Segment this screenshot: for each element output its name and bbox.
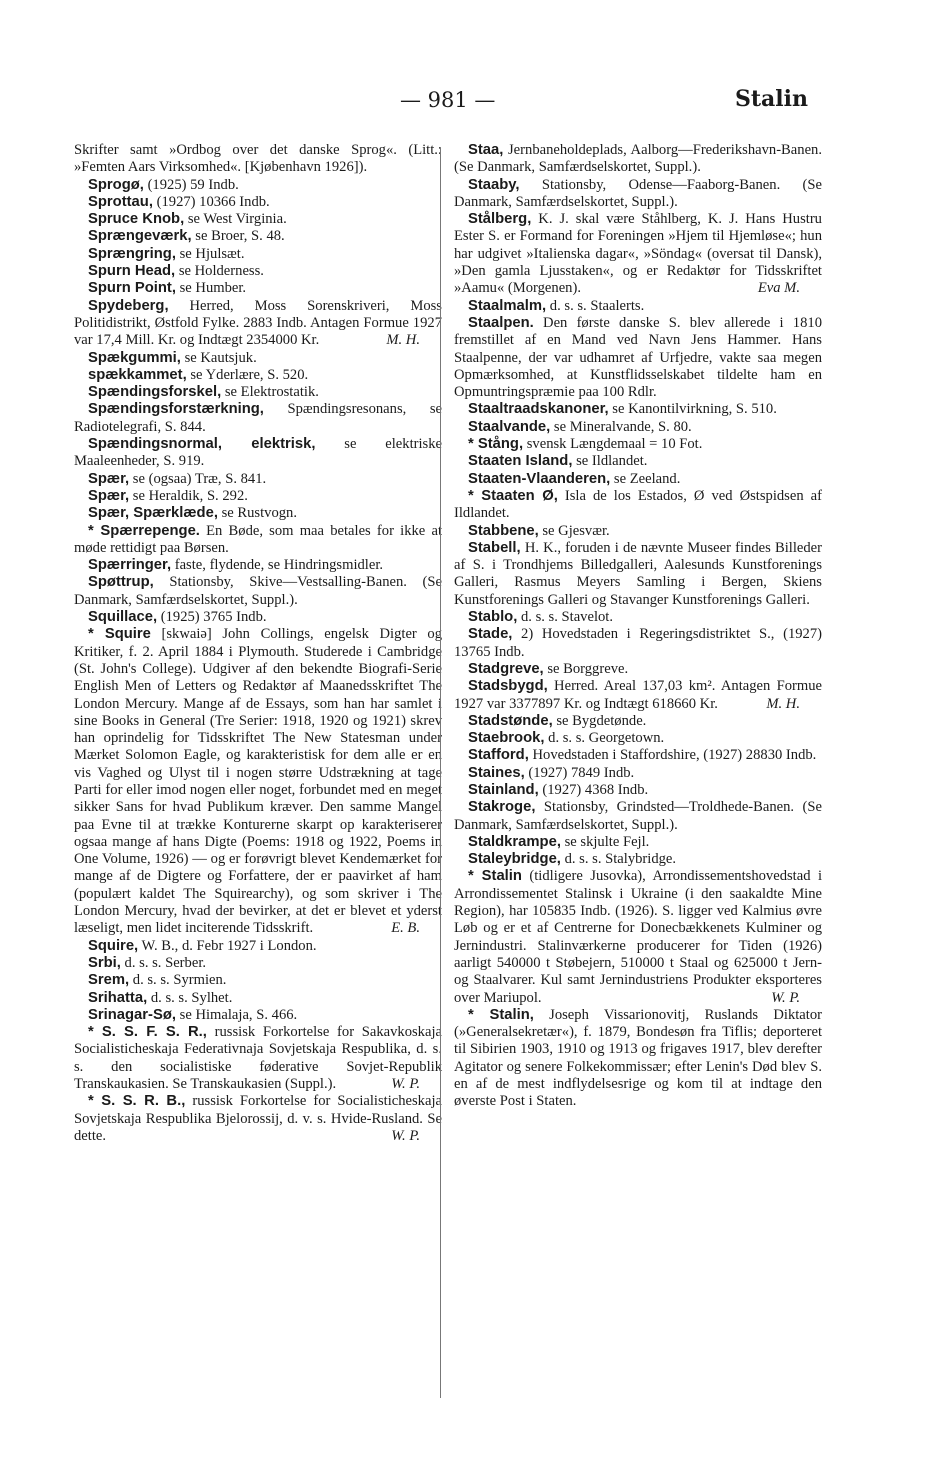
entry-text: se Zeeland. — [613, 470, 681, 487]
encyclopedia-entry — [74, 367, 442, 384]
author-signature: W. P. — [771, 989, 800, 1006]
entry-headword: * Stång, — [468, 436, 524, 453]
encyclopedia-entry — [74, 384, 442, 401]
encyclopedia-entry — [454, 730, 822, 747]
entry-headword: Stadsbygd, — [468, 678, 548, 695]
encyclopedia-entry — [74, 298, 442, 350]
entry-headword: Spændingsforstærkning, — [88, 401, 264, 418]
encyclopedia-entry — [74, 194, 442, 211]
entry-text: se Rustvogn. — [221, 505, 297, 522]
encyclopedia-entry — [454, 298, 822, 315]
entry-text: K. J. skal være Ståhlberg, K. J. Hans Hustru Ester S. er Formand for Foreningen »Hjem til Hjemløse«; hun har udgivet »Italienska dagar«, »Söndag« (oversat til Dansk), »Den gamla Ljusstaken«, og er Redaktør for Tidsskriftet »Aamu« (Morgenen). — [454, 211, 822, 297]
entry-text: se skjulte Fejl. — [564, 833, 650, 850]
encyclopedia-entry — [74, 557, 442, 574]
entry-text: russisk Forkortelse for Sakavkoskaja Socialisticheskaja Federativnaja Sovjetskaja Respublika, d. s. s. den socialistiske føderative Sovjet-Republik Transkaukasien. Se Transkaukasien (Suppl.). — [74, 1024, 442, 1093]
entry-headword: Spær, Spærklæde, — [88, 505, 218, 522]
entry-text: d. s. s. Georgetown. — [548, 730, 665, 747]
entry-headword: * S. S. F. S. R., — [88, 1024, 207, 1041]
encyclopedia-entry — [454, 315, 822, 401]
entry-text: W. B., d. Febr 1927 i London. — [141, 937, 317, 954]
encyclopedia-entry — [74, 1007, 442, 1024]
entry-text: Stationsby, Grindsted—Troldhede-Banen. (Se Danmark, Samfærdselskortet, Suppl.). — [454, 799, 822, 833]
entry-text: se Yderlære, S. 520. — [190, 366, 309, 383]
entry-headword: Staaten Island, — [468, 453, 573, 470]
entry-headword: Spændingsforskel, — [88, 384, 222, 401]
entry-text: se Himalaja, S. 466. — [179, 1006, 298, 1023]
entry-text: (1927) 4368 Indb. — [542, 781, 649, 798]
entry-text: russisk Forkortelse for Socialisticheskaja Sovjetskaja Respublika Bjelorossij, d. v. s. Hvide-Rusland. Se dette. — [74, 1093, 442, 1144]
encyclopedia-entry — [74, 1093, 442, 1145]
encyclopedia-entry — [74, 471, 442, 488]
left-column — [74, 142, 442, 1145]
entry-headword: Spækgummi, — [88, 349, 181, 366]
entry-headword: Spøttrup, — [88, 574, 154, 591]
entry-headword: Stadstønde, — [468, 712, 553, 729]
right-column — [454, 142, 822, 1111]
encyclopedia-entry — [74, 972, 442, 989]
encyclopedia-entry — [454, 609, 822, 626]
encyclopedia-entry — [74, 246, 442, 263]
entry-headword: Staalvande, — [468, 418, 551, 435]
entry-headword: Staleybridge, — [468, 851, 561, 868]
entry-text: se elektriske Maaleenheder, S. 919. — [74, 436, 442, 470]
entry-text: Stationsby, Skive—Vestsalling-Banen. (Se Danmark, Samfærdselskortet, Suppl.). — [74, 574, 443, 608]
entry-headword: spækkammet, — [88, 366, 187, 383]
encyclopedia-entry — [454, 834, 822, 851]
entry-headword: * S. S. R. B., — [88, 1093, 186, 1110]
entry-headword: Sprængeværk, — [88, 228, 192, 245]
author-signature: Eva M. — [757, 280, 800, 297]
encyclopedia-entry — [454, 782, 822, 799]
entry-headword: Staebrook, — [468, 730, 545, 747]
entry-text: faste, flydende, se Hindringsmidler. — [174, 557, 384, 574]
entry-text: Joseph Vissarionovitj, Ruslands Diktator (»Generalsekretær«), f. 1879, Bondesøn fra Tiflis; deporteret til Sibirien 1903, 1910 og 1913 og frigaves 1917, blev derefter Agitator og senere Folkekommissær; efter Lenin's Død blev S. en af de mest indflydelsesrige og kom til at indtage den øverste Post i Staten. — [454, 1006, 822, 1110]
entry-text: (1927) 7849 Indb. — [528, 764, 635, 781]
entry-text: Hovedstaden i Staffordshire, (1927) 28830 Indb. — [532, 747, 817, 764]
encyclopedia-entry — [454, 799, 822, 834]
encyclopedia-entry — [454, 142, 822, 177]
encyclopedia-entry — [74, 211, 442, 228]
entry-headword: Spruce Knob, — [88, 211, 185, 228]
entry-headword: Spurn Point, — [88, 280, 176, 297]
encyclopedia-entry — [454, 453, 822, 470]
entry-headword: * Stalin, — [468, 1006, 534, 1023]
author-signature: E. B. — [391, 920, 420, 937]
encyclopedia-entry — [454, 713, 822, 730]
encyclopedia-entry — [454, 471, 822, 488]
entry-text: (1927) 10366 Indb. — [156, 193, 270, 210]
encyclopedia-entry — [74, 401, 442, 436]
encyclopedia-entry — [454, 747, 822, 764]
encyclopedia-entry — [454, 1007, 822, 1111]
entry-headword: Spændingsnormal, elektrisk, — [88, 436, 316, 453]
encyclopedia-entry — [74, 609, 442, 626]
encyclopedia-entry — [74, 228, 442, 245]
entry-headword: Srinagar-Sø, — [88, 1006, 176, 1023]
entry-headword: Squire, — [88, 937, 139, 954]
entry-headword: Staalpen. — [468, 314, 534, 331]
encyclopedia-entry — [74, 488, 442, 505]
entry-text: Den første danske S. blev allerede i 1810 fremstillet af en Mand ved Navn Jens Hammer. Hans Staalpenne, der var udhamret af Urfjedre, vakte saa megen Opmærksomhed, at Kunstflidsselskabet tildelte ham en Opmuntringspræmie paa 100 Rdlr. — [454, 314, 822, 401]
entry-headword: * Stalin — [468, 868, 522, 885]
entry-text: Isla de los Estados, Ø ved Østspidsen af Ildlandet. — [454, 487, 822, 522]
entry-text: svensk Længdemaal = 10 Fot. — [526, 436, 703, 453]
author-signature: M. H. — [386, 332, 420, 349]
entry-text: Skrifter samt »Ordbog over det danske Sprog«. (Litt.: »Femten Aars Virksomhed«. [Kjøbenhavn 1926]). — [74, 142, 442, 176]
entry-headword: Sprængring, — [88, 245, 176, 262]
encyclopedia-entry — [74, 938, 442, 955]
entry-headword: * Squire — [88, 626, 151, 643]
encyclopedia-entry — [454, 678, 822, 713]
entry-text: d. s. s. Sylhet. — [150, 989, 233, 1006]
entry-text: se Ildlandet. — [576, 453, 648, 470]
entry-text: 2) Hovedstaden i Regeringsdistriktet S., (1927) 13765 Indb. — [454, 626, 822, 660]
author-signature: M. H. — [766, 695, 800, 712]
encyclopedia-entry — [74, 436, 442, 471]
column-divider — [440, 148, 441, 1398]
encyclopedia-entry — [454, 401, 822, 418]
entry-headword: Stadgreve, — [468, 660, 544, 677]
entry-text: se Kautsjuk. — [184, 349, 257, 366]
entry-text: d. s. s. Staalerts. — [549, 297, 645, 314]
entry-headword: Stabell, — [468, 539, 521, 556]
entry-headword: Stafford, — [468, 747, 529, 764]
encyclopedia-entry — [454, 211, 822, 297]
encyclopedia-entry — [454, 661, 822, 678]
entry-text: Herred, Moss Sorenskriveri, Moss Politidistrikt, Østfold Fylke. 2883 Indb. Antagen Formue 1927 var 17,4 Mill. Kr. og Indtægt 2354000 Kr. — [74, 297, 442, 349]
encyclopedia-entry — [454, 488, 822, 523]
entry-text: Jernbaneholdeplads, Aalborg—Frederikshavn-Banen. (Se Danmark, Samfærdselskortet, Suppl.). — [454, 142, 822, 176]
entry-text: se Humber. — [179, 280, 247, 297]
entry-text: [skwaiə] John Collings, engelsk Digter og Kritiker, f. 2. April 1884 i Plymouth. Studerede i Cambridge (St. John's College). Udgiver af den bekendte Biografi-Serie English Men of Letters og Redaktør af Maanedsskriftet The London Mercury. Mange af de Essays, som han har samlet i sine Books in General (Tre Serier: 1918, 1920 og 1921) skrev han oprindelig for Tidsskriftet The New Statesman under Mærket Solomon Eagle, og karakteristisk for dem alle er en vis Vaghed og Ulyst til i nogen større Udstrækning at tage Parti for eller imod nogen eller noget, forbundet med en meget sikker Sans for hvad Publikum kræver. Den samme Mangel paa Evne til at trække Konturerne skarpt op karakteriserer ogsaa mange af hans Digte (Poems: 1918 og 1922, Poems in One Volume, 1926) — og er forøvrigt blevet Kendemærket for mange af de Digtere og Forfattere, der er paavirket af ham (populært kaldet The Squirearchy), og som skriver i The London Mercury, hvad der bevirker, at det er blevet et yderst læseligt, men lidet inciterende Tidsskrift. — [74, 626, 442, 937]
entry-text: (1925) 59 Indb. — [147, 176, 239, 193]
encyclopedia-entry — [74, 523, 442, 558]
encyclopedia-entry — [454, 436, 822, 453]
entry-headword: * Staaten Ø, — [468, 487, 558, 504]
encyclopedia-entry — [74, 955, 442, 972]
entry-text: se Elektrostatik. — [224, 384, 319, 401]
entry-headword: Stainland, — [468, 781, 539, 798]
encyclopedia-entry — [454, 851, 822, 868]
entry-text: se Heraldik, S. 292. — [132, 487, 248, 504]
entry-text: H. K., foruden i de nævnte Museer findes Billeder af S. i Trondhjems Billedgalleri, Aalesunds Kunstforenings Galleri, Rasmus Meyers Samling i Bergen, Skiens Kunstforenings Galleri og Stavanger Kunstforenings Galleri. — [454, 539, 822, 608]
entry-text: d. s. s. Stalybridge. — [564, 851, 677, 868]
entry-headword: Staaby, — [468, 176, 520, 193]
entry-headword: Spurn Head, — [88, 263, 176, 280]
entry-text: se (ogsaa) Træ, S. 841. — [132, 470, 267, 487]
encyclopedia-entry — [454, 540, 822, 609]
entry-text: se Broer, S. 48. — [195, 228, 285, 245]
entry-headword: Spærringer, — [88, 557, 172, 574]
entry-text: se West Virginia. — [187, 211, 287, 228]
page-header — [0, 84, 936, 124]
entry-text: d. s. s. Serber. — [124, 954, 207, 971]
entry-headword: Stakroge, — [468, 799, 536, 816]
entry-text: Stationsby, Odense—Faaborg-Banen. (Se Danmark, Samfærdselskortet, Suppl.). — [454, 176, 822, 210]
entry-text: se Gjesvær. — [542, 522, 610, 539]
entry-headword: Staldkrampe, — [468, 833, 561, 850]
page-number: — 981 — — [400, 88, 496, 112]
entry-headword: Spær, — [88, 487, 130, 504]
encyclopedia-entry — [74, 142, 442, 177]
entry-headword: Stålberg, — [468, 211, 532, 228]
entry-text: se Kanontilvirkning, S. 510. — [612, 401, 777, 418]
author-signature: W. P. — [391, 1127, 420, 1144]
entry-headword: * Spærrepenge. — [88, 522, 200, 539]
encyclopedia-entry — [454, 523, 822, 540]
entry-headword: Staa, — [468, 142, 504, 158]
entry-text: Spændingsresonans, se Radiotelegrafi, S. 844. — [74, 401, 442, 435]
encyclopedia-entry — [74, 574, 442, 609]
encyclopedia-entry — [454, 868, 822, 1006]
entry-text: En Bøde, som maa betales for ikke at møde rettidigt paa Børsen. — [74, 522, 442, 556]
encyclopedia-entry — [74, 990, 442, 1007]
encyclopedia-entry — [74, 505, 442, 522]
entry-headword: Srihatta, — [88, 989, 148, 1006]
author-signature: W. P. — [391, 1076, 420, 1093]
entry-headword: Srem, — [88, 972, 130, 989]
encyclopedia-entry — [74, 177, 442, 194]
entry-headword: Stabbene, — [468, 522, 539, 539]
entry-text: (1925) 3765 Indb. — [160, 609, 267, 626]
entry-headword: Stablo, — [468, 609, 518, 626]
entry-headword: Sprogø, — [88, 176, 144, 193]
entry-headword: Spær, — [88, 470, 130, 487]
entry-text: se Bygdetønde. — [556, 712, 647, 729]
entry-headword: Staaltraadskanoner, — [468, 401, 609, 418]
entry-text: d. s. s. Syrmien. — [132, 972, 227, 989]
running-head: Stalin — [734, 86, 808, 112]
entry-headword: Sprottau, — [88, 193, 153, 210]
entry-headword: Staaten-Vlaanderen, — [468, 470, 611, 487]
entry-headword: Stade, — [468, 626, 513, 643]
encyclopedia-entry — [454, 626, 822, 661]
entry-headword: Spydeberg, — [88, 297, 169, 314]
encyclopedia-entry — [74, 1024, 442, 1093]
entry-headword: Srbi, — [88, 954, 121, 971]
entry-text: (tidligere Jusovka), Arrondissementshovedstad i Arrondissementet Stalinsk i Ukraine (i den saakaldte Mine Region), har 105835 Indb. (1926). S. ligger ved Kalmius øvre Løb og er et af Centrerne for Donecbækkenets Kulminer og Jernindustri. Stalinværkerne producerer for Tiden (1926) aarligt 540000 t Støbejern, 510000 t Staal og 625000 t Jern- og Staalvarer. Kul samt Jernindustriens Produkter eksporteres over Mariupol. — [454, 868, 822, 1006]
encyclopedia-entry — [454, 419, 822, 436]
entry-text: se Mineralvande, S. 80. — [553, 418, 692, 435]
entry-text: se Holderness. — [178, 263, 264, 280]
entry-headword: Staines, — [468, 764, 525, 781]
encyclopedia-entry — [74, 626, 442, 937]
entry-text: d. s. s. Stavelot. — [520, 609, 614, 626]
encyclopedia-entry — [74, 280, 442, 297]
entry-text: Herred. Areal 137,03 km². Antagen Formue 1927 var 3377897 Kr. og Indtægt 618660 Kr. — [454, 678, 823, 712]
entry-text: se Borggreve. — [547, 660, 629, 677]
entry-headword: Squillace, — [88, 609, 158, 626]
entry-headword: Staalmalm, — [468, 297, 547, 314]
encyclopedia-entry — [74, 350, 442, 367]
entry-text: se Hjulsæt. — [179, 245, 245, 262]
encyclopedia-entry — [454, 765, 822, 782]
encyclopedia-entry — [454, 177, 822, 212]
encyclopedia-entry — [74, 263, 442, 280]
